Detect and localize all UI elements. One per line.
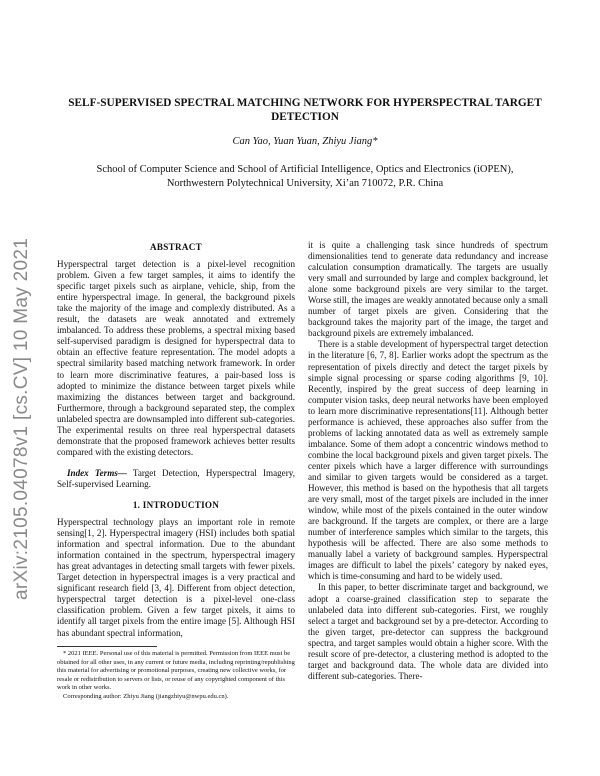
- right-column: [308, 240, 548, 682]
- arxiv-id-text: arXiv:2105.04078v1 [cs.CV] 10 May 2021: [11, 237, 32, 600]
- introduction-heading: 1. INTRODUCTION: [132, 499, 220, 510]
- intro-paragraph-3: In this paper, to better discriminate target and background, we adopt a coarse-grained classification step to separate the unlabeled data into different sub-categories. First, we roughly select a target and background set by a pre-detector. According to the given target, pre-detector can suppress the background spectra, and target samples would obtain a higher score. With the result score of pre-detector, a clustering method is adopted to the target and background data. The whole data are divided into different sub-categories. There-: [308, 582, 548, 681]
- intro-paragraph-2: There is a stable development of hyperspectral target detection in the literature [6, 7, 8]. Earlier works adopt the spectrum as the representation of pixels directly and detect the target pixels by simple signal processing or sparse coding algorithms [9, 10]. Recently, inspired by the great success of deep learning in computer vision tasks, deep neural networks have been employed to learn more discriminative representations[11]. Although better performance is achieved, these approaches also suffer from the problems of lacking annotated data as well as extremely sample imbalance. Some of them adopt a concentric windows method to combine the local background pixels and given target pixels. The center pixels which have a larger difference with surroundings and similar to given targets would be considered as a target. However, this method is based on the hypothesis that all targets are very small, most of the target pixels are included in the inner window, while most of the pixels contained in the outer window are background. If the targets are complex, or there are a large number of interference samples which similar to the targets, this hypothesis will be affected. There are also some methods to manually label a variety of background samples. Hyperspectral images are difficult to label the pixels’ category by naked eyes, which is time-consuming and hard to be widely used.: [308, 339, 548, 582]
- copyright-notice: * 2021 IEEE. Personal use of this material is permitted. Permission from IEEE must be obtained for all other uses, in any current or future media, including reprinting/republishing this material for advertising or promotional purposes, creating new collective works, for resale or redistribution to servers or lists, or reuse of any copyrighted component of this work in other works.: [57, 650, 295, 691]
- paper-title: SELF-SUPERVISED SPECTRAL MATCHING NETWORK FOR HYPERSPECTRAL TARGET DETECTION: [68, 97, 542, 123]
- affiliation: [70, 163, 540, 191]
- author-list: Can Yao, Yuan Yuan, Zhiyu Jiang*: [232, 136, 378, 147]
- footnote: [57, 650, 295, 701]
- affiliation-line-1: School of Computer Science and School of Artificial Intelligence, Optics and Electronics (iOPEN),: [96, 164, 514, 175]
- corresponding-author: Corresponding author: Zhiyu Jiang (jiangzhiyu@nwpu.edu.cn).: [63, 692, 229, 700]
- abstract-text: Hyperspectral target detection is a pixel-level recognition problem. Given a few target samples, it aims to identify the specific target pixels such as airplane, vehicle, ship, from the entire hyperspectral image. In general, the background pixels take the majority of the image and complexly distributed. As a result, the datasets are weak annotated and extremely imbalanced. To address these problems, a spectral mixing based self-supervised paradigm is designed for hyperspectral data to obtain an effective feature representation. The model adopts a spectral similarity based matching network framework. In order to learn more discriminative features, a pair-based loss is adopted to minimize the distance between target pixels while maximizing the distances between target and background. Furthermore, through a background separated step, the complex unlabeled spectra are downsampled into different sub-categories. The experimental results on three real hyperspectral datasets demonstrate that the proposed framework achieves better results compared with the existing detectors.: [57, 259, 295, 457]
- abstract-heading: ABSTRACT: [150, 242, 202, 252]
- left-column: [57, 242, 295, 639]
- arxiv-identifier: [4, 200, 34, 600]
- affiliation-line-2: Northwestern Polytechnical University, Xi’an 710072, P.R. China: [166, 178, 444, 189]
- index-terms-text: Target Detection, Hyperspectral Imagery, Self-supervised Learning.: [57, 467, 295, 489]
- index-terms-label: Index Terms—: [67, 467, 127, 478]
- footnote-rule: [57, 646, 157, 647]
- intro-paragraph-1: Hyperspectral technology plays an important role in remote sensing[1, 2]. Hyperspectral imagery (HSI) includes both spatial information and spectral information. Due to the abundant information contained in the spectrum, hyperspectral imagery has great advantages in detecting small targets with fewer pixels. Target detection in hyperspectral images is a very practical and significant research field [3, 4]. Different from object detection, hyperspectral target detection is a pixel-level one-class classification problem. Given a few target pixels, it aims to identify all target pixels from the entire image [5]. Although HSI has abundant spectral information,: [57, 517, 295, 638]
- intro-paragraph-continued: it is quite a challenging task since hundreds of spectrum dimensionalities tend to generate data redundancy and increase calculation consumption dramatically. The targets are usually very small and surrounded by large and complex background, let alone some background pixels are very similar to the target. Worse still, the images are weakly annotated because only a small number of target pixels are given. Considering that the background takes the majority part of the image, the target and background pixels are extremely imbalanced.: [308, 240, 548, 339]
- index-terms: [57, 468, 295, 490]
